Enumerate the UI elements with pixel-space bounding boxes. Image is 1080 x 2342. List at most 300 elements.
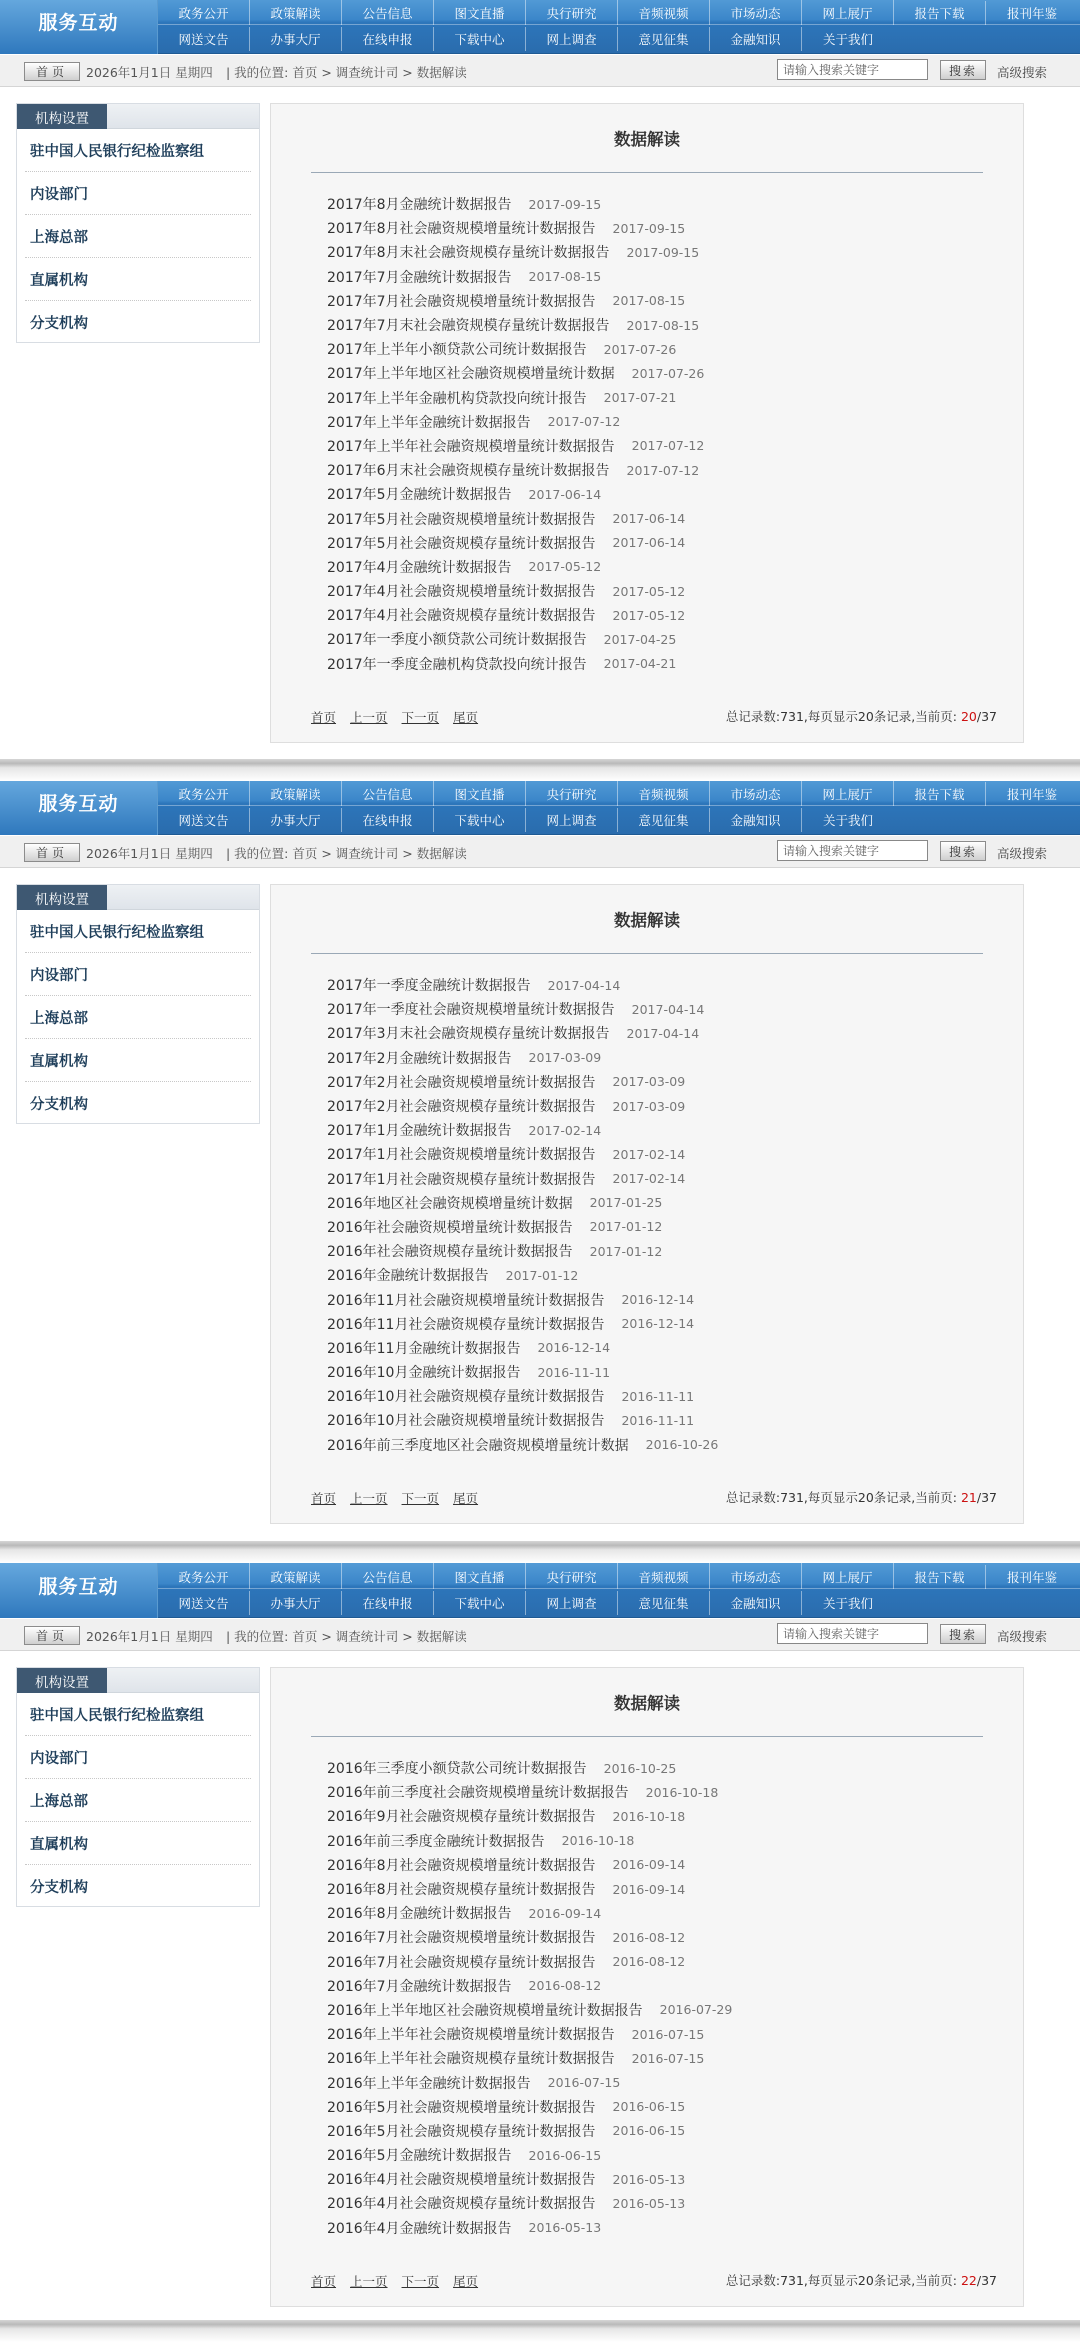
nav-link[interactable]: 意见征集 bbox=[618, 808, 710, 832]
sidebar-item[interactable]: 驻中国人民银行纪检监察组 bbox=[25, 129, 251, 172]
sidebar-item[interactable]: 驻中国人民银行纪检监察组 bbox=[25, 910, 251, 953]
report-date: 2016-12-14 bbox=[537, 1340, 611, 1356]
report-link[interactable]: 2016年前三季度社会融资规模增量统计数据报告 bbox=[327, 1785, 629, 1802]
sidebar-item[interactable]: 直属机构 bbox=[25, 1039, 251, 1082]
nav-row bbox=[158, 782, 1080, 806]
list-item bbox=[327, 1312, 1007, 1336]
list-item bbox=[327, 1360, 1007, 1384]
report-link[interactable]: 2017年3月末社会融资规模存量统计数据报告 bbox=[327, 1026, 610, 1043]
list-item bbox=[327, 2216, 1007, 2240]
service-interaction-brand[interactable]: 服务互动 bbox=[0, 0, 158, 54]
report-link[interactable]: 2016年11月社会融资规模增量统计数据报告 bbox=[327, 1292, 605, 1309]
report-link[interactable]: 2016年上半年地区社会融资规模增量统计数据报告 bbox=[327, 2002, 643, 2019]
report-date: 2016-09-14 bbox=[528, 1905, 602, 1921]
report-date: 2016-11-11 bbox=[621, 1388, 695, 1404]
sidebar-header bbox=[17, 1668, 259, 1693]
report-date: 2016-11-11 bbox=[621, 1412, 695, 1428]
current-date: 2026年1月1日 星期四 bbox=[86, 846, 213, 861]
report-link[interactable]: 2016年10月社会融资规模存量统计数据报告 bbox=[327, 1389, 605, 1406]
list-item bbox=[327, 1384, 1007, 1408]
nav-link[interactable]: 金融知识 bbox=[710, 808, 802, 832]
sidebar-title: 机构设置 bbox=[17, 885, 107, 910]
report-link[interactable]: 2017年1月社会融资规模增量统计数据报告 bbox=[327, 1147, 596, 1164]
report-link[interactable]: 2016年7月社会融资规模存量统计数据报告 bbox=[327, 1954, 596, 1971]
report-date: 2017-09-15 bbox=[528, 196, 602, 212]
nav-link[interactable]: 图文直播 bbox=[434, 1565, 526, 1589]
search-button[interactable]: 搜索 bbox=[940, 60, 986, 80]
title-divider bbox=[311, 1736, 983, 1737]
prev-page-link[interactable]: 上一页 bbox=[350, 1491, 388, 1506]
sidebar-item[interactable]: 分支机构 bbox=[30, 1097, 88, 1113]
nav-link[interactable]: 政策解读 bbox=[250, 1565, 342, 1589]
content-title: 数据解读 bbox=[614, 1694, 680, 1713]
advanced-search-link[interactable]: 高级搜索 bbox=[997, 1629, 1048, 1644]
prev-page-link[interactable]: 上一页 bbox=[350, 710, 388, 725]
list-item bbox=[327, 1046, 1007, 1070]
search-input[interactable]: 请输入搜索关键字 bbox=[777, 1623, 928, 1644]
report-link[interactable]: 2017年一季度小额贷款公司统计数据报告 bbox=[327, 632, 587, 649]
nav-link[interactable]: 公告信息 bbox=[342, 1, 434, 25]
report-link[interactable]: 2016年11月金融统计数据报告 bbox=[327, 1340, 521, 1357]
nav-link[interactable]: 公告信息 bbox=[342, 1565, 434, 1589]
report-date: 2016-10-25 bbox=[603, 1760, 677, 1776]
list-item bbox=[327, 1780, 1007, 1804]
list-item bbox=[327, 410, 1007, 434]
list-item bbox=[327, 973, 1007, 997]
report-link[interactable]: 2017年4月社会融资规模增量统计数据报告 bbox=[327, 584, 596, 601]
title-divider bbox=[311, 172, 983, 173]
nav-link[interactable]: 网上调查 bbox=[526, 27, 618, 51]
report-list bbox=[327, 1756, 1007, 2240]
report-date: 2017-02-14 bbox=[612, 1171, 686, 1187]
report-date: 2017-09-15 bbox=[626, 244, 700, 260]
report-link[interactable]: 2016年金融统计数据报告 bbox=[327, 1268, 489, 1285]
content-area bbox=[270, 1667, 1024, 2307]
report-link[interactable]: 2016年上半年社会融资规模存量统计数据报告 bbox=[327, 2051, 615, 2068]
report-link[interactable]: 2017年4月社会融资规模存量统计数据报告 bbox=[327, 608, 596, 625]
breadcrumb: | 我的位置: 首页 > 调查统计司 > 数据解读 bbox=[226, 65, 467, 80]
report-link[interactable]: 2016年7月社会融资规模增量统计数据报告 bbox=[327, 1930, 596, 1947]
list-item bbox=[327, 386, 1007, 410]
report-link[interactable]: 2016年4月金融统计数据报告 bbox=[327, 2220, 512, 2237]
nav-link[interactable]: 金融知识 bbox=[710, 27, 802, 51]
first-page-link[interactable]: 首页 bbox=[311, 710, 337, 725]
report-link[interactable]: 2016年11月社会融资规模存量统计数据报告 bbox=[327, 1316, 605, 1333]
list-item bbox=[327, 1804, 1007, 1828]
next-page-link[interactable]: 下一页 bbox=[401, 1491, 440, 1506]
list-item bbox=[327, 2046, 1007, 2070]
report-link[interactable]: 2016年4月社会融资规模增量统计数据报告 bbox=[327, 2172, 596, 2189]
sidebar bbox=[16, 884, 260, 1124]
report-date: 2017-07-21 bbox=[603, 390, 677, 406]
sidebar-title: 机构设置 bbox=[17, 104, 107, 129]
content-title: 数据解读 bbox=[614, 130, 680, 149]
total-pages: /37 bbox=[976, 709, 997, 724]
top-navigation-bar bbox=[0, 0, 1080, 54]
nav-link[interactable]: 办事大厅 bbox=[250, 808, 342, 832]
report-date: 2017-06-14 bbox=[528, 486, 602, 502]
list-item bbox=[327, 997, 1007, 1021]
nav-link[interactable]: 报告下载 bbox=[894, 1, 986, 25]
nav-link[interactable]: 报刊年鉴 bbox=[1006, 787, 1057, 802]
report-link[interactable]: 2016年8月社会融资规模存量统计数据报告 bbox=[327, 1882, 596, 1899]
list-item bbox=[327, 2095, 1007, 2119]
nav-link[interactable]: 政策解读 bbox=[250, 1, 342, 25]
list-item bbox=[327, 555, 1007, 579]
nav-link[interactable]: 图文直播 bbox=[434, 782, 526, 806]
next-page-link[interactable]: 下一页 bbox=[401, 710, 440, 725]
summary-text: 总记录数:731,每页显示20条记录,当前页: bbox=[725, 709, 961, 724]
report-date: 2016-10-26 bbox=[645, 1437, 719, 1453]
screenshot-separator bbox=[0, 759, 1080, 781]
list-item bbox=[327, 1901, 1007, 1925]
first-page-link[interactable]: 首页 bbox=[311, 1491, 337, 1506]
sidebar-item[interactable]: 直属机构 bbox=[25, 1822, 251, 1865]
report-date: 2017-04-14 bbox=[547, 977, 621, 993]
list-item bbox=[327, 1094, 1007, 1118]
report-date: 2017-08-15 bbox=[612, 293, 686, 309]
report-link[interactable]: 2016年5月社会融资规模存量统计数据报告 bbox=[327, 2123, 596, 2140]
nav-link[interactable]: 政务公开 bbox=[158, 782, 250, 806]
nav-row bbox=[158, 1591, 1080, 1615]
list-item bbox=[327, 1877, 1007, 1901]
sidebar-item[interactable]: 直属机构 bbox=[25, 258, 251, 301]
sidebar-item[interactable]: 内设部门 bbox=[25, 953, 251, 996]
list-item bbox=[327, 1336, 1007, 1360]
nav-link[interactable]: 政策解读 bbox=[250, 782, 342, 806]
report-date: 2017-06-14 bbox=[612, 511, 686, 527]
report-link[interactable]: 2016年5月社会融资规模增量统计数据报告 bbox=[327, 2099, 596, 2116]
nav-link[interactable]: 网上展厅 bbox=[802, 782, 894, 806]
nav-link[interactable]: 央行研究 bbox=[526, 782, 618, 806]
nav-link[interactable]: 关于我们 bbox=[822, 32, 873, 47]
report-link[interactable]: 2017年7月金融统计数据报告 bbox=[327, 269, 512, 286]
nav-row bbox=[158, 1, 1080, 25]
search-input[interactable]: 请输入搜索关键字 bbox=[777, 840, 928, 861]
nav-link[interactable]: 在线申报 bbox=[342, 808, 434, 832]
report-link[interactable]: 2017年8月金融统计数据报告 bbox=[327, 197, 512, 214]
list-item bbox=[327, 2119, 1007, 2143]
sidebar-header bbox=[17, 885, 259, 910]
report-link[interactable]: 2017年7月末社会融资规模存量统计数据报告 bbox=[327, 318, 610, 335]
sidebar-title: 机构设置 bbox=[17, 1668, 107, 1693]
report-link[interactable]: 2017年5月社会融资规模增量统计数据报告 bbox=[327, 511, 596, 528]
report-date: 2016-07-29 bbox=[659, 2002, 733, 2018]
list-item bbox=[327, 313, 1007, 337]
report-link[interactable]: 2016年社会融资规模存量统计数据报告 bbox=[327, 1244, 573, 1261]
report-date: 2017-07-26 bbox=[603, 341, 677, 357]
prev-page-link[interactable]: 上一页 bbox=[350, 2274, 388, 2289]
last-page-link[interactable]: 尾页 bbox=[453, 1491, 479, 1506]
record-summary bbox=[726, 707, 997, 725]
report-link[interactable]: 2017年5月金融统计数据报告 bbox=[327, 487, 512, 504]
list-item bbox=[327, 1998, 1007, 2022]
nav-link[interactable]: 图文直播 bbox=[434, 1, 526, 25]
report-link[interactable]: 2016年8月金融统计数据报告 bbox=[327, 1906, 512, 1923]
report-date: 2016-08-12 bbox=[528, 1978, 602, 1994]
list-item bbox=[327, 1853, 1007, 1877]
report-date: 2017-07-12 bbox=[626, 462, 700, 478]
report-link[interactable]: 2016年三季度小额贷款公司统计数据报告 bbox=[327, 1761, 587, 1778]
nav-link[interactable]: 办事大厅 bbox=[250, 27, 342, 51]
pagination bbox=[311, 708, 492, 726]
report-link[interactable]: 2017年2月社会融资规模存量统计数据报告 bbox=[327, 1099, 596, 1116]
report-date: 2017-06-14 bbox=[612, 535, 686, 551]
content-area bbox=[270, 884, 1024, 1524]
list-item bbox=[327, 458, 1007, 482]
report-link[interactable]: 2017年8月末社会融资规模存量统计数据报告 bbox=[327, 245, 610, 262]
nav-link[interactable]: 在线申报 bbox=[342, 1591, 434, 1615]
report-date: 2017-08-15 bbox=[626, 317, 700, 333]
nav-link[interactable]: 市场动态 bbox=[710, 782, 802, 806]
nav-link[interactable]: 央行研究 bbox=[526, 1, 618, 25]
summary-text: 总记录数:731,每页显示20条记录,当前页: bbox=[725, 1490, 961, 1505]
report-date: 2017-04-21 bbox=[603, 656, 677, 672]
list-item bbox=[327, 1142, 1007, 1166]
report-date: 2017-02-14 bbox=[612, 1146, 686, 1162]
report-link[interactable]: 2016年上半年社会融资规模增量统计数据报告 bbox=[327, 2027, 615, 2044]
nav-link[interactable]: 网上展厅 bbox=[802, 1565, 894, 1589]
report-link[interactable]: 2016年8月社会融资规模增量统计数据报告 bbox=[327, 1857, 596, 1874]
nav-link[interactable]: 央行研究 bbox=[526, 1565, 618, 1589]
nav-link[interactable]: 下载中心 bbox=[434, 808, 526, 832]
current-page-number: 22 bbox=[960, 2273, 977, 2288]
list-item bbox=[327, 2167, 1007, 2191]
nav-link[interactable]: 音频视频 bbox=[618, 1565, 710, 1589]
list-item bbox=[327, 531, 1007, 555]
list-item bbox=[327, 652, 1007, 676]
list-item bbox=[327, 1191, 1007, 1215]
nav-link[interactable]: 报刊年鉴 bbox=[1006, 6, 1057, 21]
sidebar-item[interactable]: 驻中国人民银行纪检监察组 bbox=[25, 1693, 251, 1736]
report-date: 2017-03-09 bbox=[528, 1050, 602, 1066]
list-item bbox=[327, 627, 1007, 651]
report-link[interactable]: 2016年7月金融统计数据报告 bbox=[327, 1978, 512, 1995]
current-date: 2026年1月1日 星期四 bbox=[86, 1629, 213, 1644]
search-button[interactable]: 搜索 bbox=[940, 1624, 986, 1644]
last-page-link[interactable]: 尾页 bbox=[453, 710, 479, 725]
report-link[interactable]: 2017年上半年地区社会融资规模增量统计数据 bbox=[327, 366, 615, 383]
summary-text: 总记录数:731,每页显示20条记录,当前页: bbox=[725, 2273, 961, 2288]
report-date: 2016-10-18 bbox=[612, 1808, 686, 1824]
home-button[interactable]: 首页 bbox=[24, 62, 80, 81]
report-date: 2016-10-18 bbox=[561, 1833, 635, 1849]
report-list bbox=[327, 973, 1007, 1457]
nav-link[interactable]: 音频视频 bbox=[618, 1, 710, 25]
report-link[interactable]: 2017年2月金融统计数据报告 bbox=[327, 1050, 512, 1067]
sidebar-item[interactable]: 内设部门 bbox=[25, 1736, 251, 1779]
nav-link[interactable]: 关于我们 bbox=[822, 1596, 873, 1611]
list-item bbox=[327, 1239, 1007, 1263]
report-date: 2017-07-12 bbox=[547, 414, 621, 430]
list-item bbox=[327, 1118, 1007, 1142]
report-link[interactable]: 2017年上半年社会融资规模增量统计数据报告 bbox=[327, 438, 615, 455]
search-button[interactable]: 搜索 bbox=[940, 841, 986, 861]
last-page-link[interactable]: 尾页 bbox=[453, 2274, 479, 2289]
list-item bbox=[327, 1215, 1007, 1239]
report-date: 2017-01-12 bbox=[589, 1219, 663, 1235]
report-date: 2016-06-15 bbox=[612, 2123, 686, 2139]
search-input[interactable]: 请输入搜索关键字 bbox=[777, 59, 928, 80]
report-link[interactable]: 2017年2月社会融资规模增量统计数据报告 bbox=[327, 1074, 596, 1091]
list-item bbox=[327, 289, 1007, 313]
report-date: 2017-01-12 bbox=[505, 1267, 579, 1283]
list-item bbox=[327, 2143, 1007, 2167]
nav-link[interactable]: 金融知识 bbox=[710, 1591, 802, 1615]
report-link[interactable]: 2016年前三季度地区社会融资规模增量统计数据 bbox=[327, 1437, 629, 1454]
list-item bbox=[327, 216, 1007, 240]
page-screenshot-panel bbox=[0, 770, 1080, 1540]
list-item bbox=[327, 1950, 1007, 1974]
report-date: 2016-05-13 bbox=[612, 2171, 686, 2187]
list-item bbox=[327, 2022, 1007, 2046]
report-date: 2016-05-13 bbox=[612, 2195, 686, 2211]
record-summary bbox=[726, 2271, 997, 2289]
report-date: 2016-06-15 bbox=[612, 2099, 686, 2115]
nav-link[interactable]: 办事大厅 bbox=[250, 1591, 342, 1615]
report-link[interactable]: 2016年4月社会融资规模存量统计数据报告 bbox=[327, 2196, 596, 2213]
nav-link[interactable]: 关于我们 bbox=[822, 813, 873, 828]
list-item bbox=[327, 1263, 1007, 1287]
list-item bbox=[327, 361, 1007, 385]
report-link[interactable]: 2016年上半年金融统计数据报告 bbox=[327, 2075, 531, 2092]
toolbar bbox=[0, 1619, 1080, 1651]
service-interaction-brand[interactable]: 服务互动 bbox=[0, 1553, 158, 1618]
report-date: 2016-09-14 bbox=[612, 1857, 686, 1873]
record-summary bbox=[726, 1488, 997, 1506]
nav-link[interactable]: 意见征集 bbox=[618, 27, 710, 51]
nav-row bbox=[158, 27, 1080, 51]
nav-link[interactable]: 下载中心 bbox=[434, 27, 526, 51]
list-item bbox=[327, 1408, 1007, 1432]
report-date: 2016-06-15 bbox=[528, 2147, 602, 2163]
report-link[interactable]: 2017年7月社会融资规模增量统计数据报告 bbox=[327, 293, 596, 310]
list-item bbox=[327, 337, 1007, 361]
advanced-search-link[interactable]: 高级搜索 bbox=[997, 846, 1048, 861]
breadcrumb: | 我的位置: 首页 > 调查统计司 > 数据解读 bbox=[226, 1629, 467, 1644]
report-link[interactable]: 2017年上半年金融机构贷款投向统计报告 bbox=[327, 390, 587, 407]
list-item bbox=[327, 579, 1007, 603]
nav-link[interactable]: 报告下载 bbox=[894, 782, 986, 806]
content-area bbox=[270, 103, 1024, 743]
report-date: 2016-07-15 bbox=[547, 2075, 621, 2091]
report-date: 2016-10-18 bbox=[645, 1784, 719, 1800]
sidebar bbox=[16, 1667, 260, 1907]
report-link[interactable]: 2017年一季度金融统计数据报告 bbox=[327, 978, 531, 995]
nav-link[interactable]: 网送文告 bbox=[158, 27, 250, 51]
report-link[interactable]: 2017年1月社会融资规模存量统计数据报告 bbox=[327, 1171, 596, 1188]
report-date: 2017-08-15 bbox=[528, 269, 602, 285]
report-link[interactable]: 2017年一季度金融机构贷款投向统计报告 bbox=[327, 656, 587, 673]
report-date: 2017-05-12 bbox=[528, 559, 602, 575]
nav-link[interactable]: 下载中心 bbox=[434, 1591, 526, 1615]
report-link[interactable]: 2017年一季度社会融资规模增量统计数据报告 bbox=[327, 1002, 615, 1019]
report-date: 2017-05-12 bbox=[612, 583, 686, 599]
nav-link[interactable]: 政务公开 bbox=[158, 1, 250, 25]
service-interaction-brand[interactable]: 服务互动 bbox=[0, 770, 158, 835]
report-link[interactable]: 2016年地区社会融资规模增量统计数据 bbox=[327, 1195, 573, 1212]
nav-link[interactable]: 公告信息 bbox=[342, 782, 434, 806]
current-page-number: 21 bbox=[960, 1490, 977, 1505]
sidebar-item[interactable]: 分支机构 bbox=[30, 1880, 88, 1896]
breadcrumb: | 我的位置: 首页 > 调查统计司 > 数据解读 bbox=[226, 846, 467, 861]
report-link[interactable]: 2016年社会融资规模增量统计数据报告 bbox=[327, 1219, 573, 1236]
nav-link[interactable]: 政务公开 bbox=[158, 1565, 250, 1589]
pagination bbox=[311, 1489, 492, 1507]
page-screenshot-panel bbox=[0, 1553, 1080, 2323]
list-item bbox=[327, 2191, 1007, 2215]
list-item bbox=[327, 1287, 1007, 1311]
report-list bbox=[327, 192, 1007, 676]
nav-link[interactable]: 音频视频 bbox=[618, 782, 710, 806]
next-page-link[interactable]: 下一页 bbox=[401, 2274, 440, 2289]
report-date: 2016-12-14 bbox=[621, 1292, 695, 1308]
nav-link[interactable]: 在线申报 bbox=[342, 27, 434, 51]
list-item bbox=[327, 1021, 1007, 1045]
report-link[interactable]: 2017年6月末社会融资规模存量统计数据报告 bbox=[327, 463, 610, 480]
nav-link[interactable]: 报刊年鉴 bbox=[1006, 1570, 1057, 1585]
nav-link[interactable]: 网上展厅 bbox=[802, 1, 894, 25]
list-item bbox=[327, 192, 1007, 216]
list-item bbox=[327, 1925, 1007, 1949]
report-link[interactable]: 2017年5月社会融资规模存量统计数据报告 bbox=[327, 535, 596, 552]
list-item bbox=[327, 1070, 1007, 1094]
home-button[interactable]: 首页 bbox=[24, 1626, 80, 1645]
report-date: 2017-01-25 bbox=[589, 1195, 663, 1211]
report-date: 2016-05-13 bbox=[528, 2220, 602, 2236]
report-date: 2017-09-15 bbox=[612, 220, 686, 236]
nav-link[interactable]: 市场动态 bbox=[710, 1565, 802, 1589]
total-pages: /37 bbox=[976, 2273, 997, 2288]
total-pages: /37 bbox=[976, 1490, 997, 1505]
home-button[interactable]: 首页 bbox=[24, 843, 80, 862]
list-item bbox=[327, 506, 1007, 530]
current-date: 2026年1月1日 星期四 bbox=[86, 65, 213, 80]
report-link[interactable]: 2016年10月社会融资规模增量统计数据报告 bbox=[327, 1413, 605, 1430]
sidebar-item[interactable]: 上海总部 bbox=[25, 1779, 251, 1822]
report-link[interactable]: 2017年8月社会融资规模增量统计数据报告 bbox=[327, 221, 596, 238]
nav-link[interactable]: 市场动态 bbox=[710, 1, 802, 25]
nav-link[interactable]: 意见征集 bbox=[618, 1591, 710, 1615]
report-link[interactable]: 2016年10月金融统计数据报告 bbox=[327, 1365, 521, 1382]
title-divider bbox=[311, 953, 983, 954]
report-link[interactable]: 2017年上半年金融统计数据报告 bbox=[327, 414, 531, 431]
sidebar-item[interactable]: 上海总部 bbox=[25, 996, 251, 1039]
sidebar-item[interactable]: 分支机构 bbox=[30, 316, 88, 332]
screenshot-separator bbox=[0, 2320, 1080, 2342]
nav-link[interactable]: 网上调查 bbox=[526, 808, 618, 832]
report-link[interactable]: 2017年1月金融统计数据报告 bbox=[327, 1123, 512, 1140]
nav-link[interactable]: 网上调查 bbox=[526, 1591, 618, 1615]
report-link[interactable]: 2016年5月金融统计数据报告 bbox=[327, 2148, 512, 2165]
report-link[interactable]: 2017年4月金融统计数据报告 bbox=[327, 559, 512, 576]
advanced-search-link[interactable]: 高级搜索 bbox=[997, 65, 1048, 80]
report-link[interactable]: 2016年前三季度金融统计数据报告 bbox=[327, 1833, 545, 1850]
sidebar-item[interactable]: 内设部门 bbox=[25, 172, 251, 215]
nav-link[interactable]: 网送文告 bbox=[158, 808, 250, 832]
nav-link[interactable]: 网送文告 bbox=[158, 1591, 250, 1615]
current-page-number: 20 bbox=[960, 709, 977, 724]
list-item bbox=[327, 1433, 1007, 1457]
nav-link[interactable]: 报告下载 bbox=[894, 1565, 986, 1589]
report-date: 2017-03-09 bbox=[612, 1098, 686, 1114]
sidebar-item[interactable]: 上海总部 bbox=[25, 215, 251, 258]
first-page-link[interactable]: 首页 bbox=[311, 2274, 337, 2289]
list-item bbox=[327, 265, 1007, 289]
list-item bbox=[327, 434, 1007, 458]
report-link[interactable]: 2017年上半年小额贷款公司统计数据报告 bbox=[327, 342, 587, 359]
report-link[interactable]: 2016年9月社会融资规模存量统计数据报告 bbox=[327, 1809, 596, 1826]
